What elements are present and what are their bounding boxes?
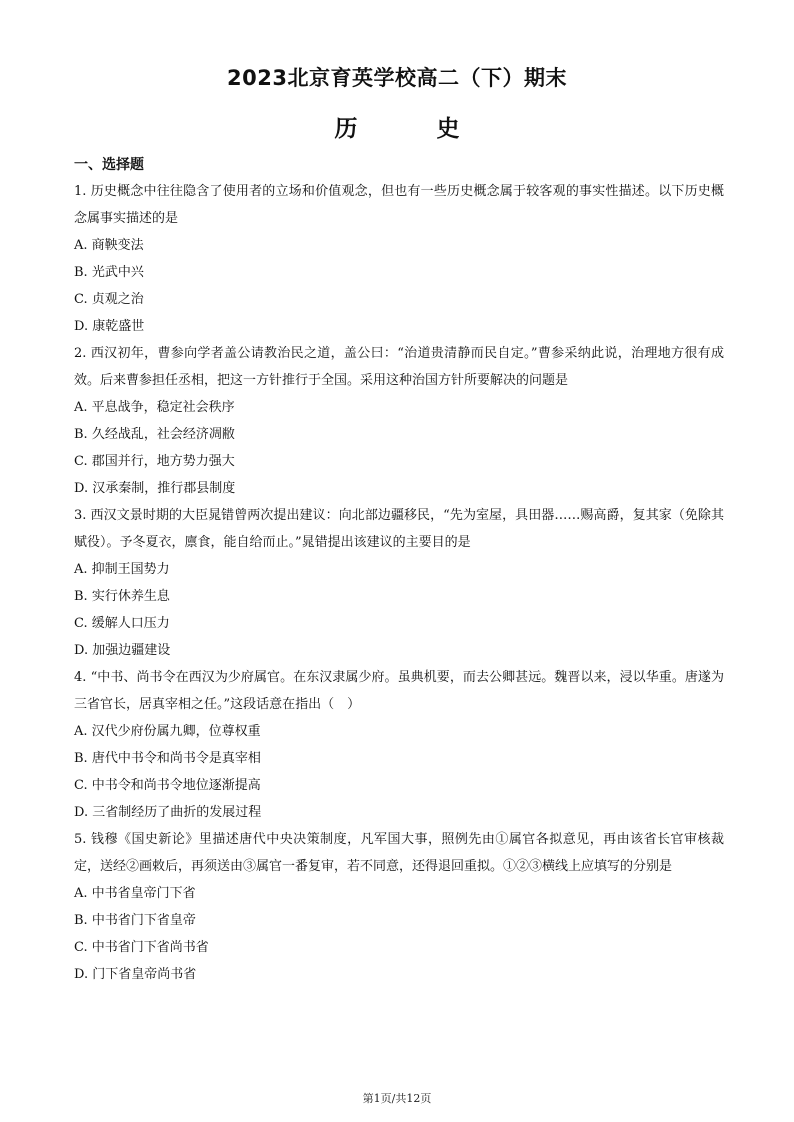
question-stem: 3. 西汉文景时期的大臣晁错曾两次提出建议：向北部边疆移民，“先为室屋，具田器……赐高爵，复其家（免除其赋役）。予冬夏衣，廪食，能自给而止。”晁错提出该建议的主要目的是	[74, 508, 724, 550]
option-b: B. 中书省门下省皇帝	[74, 913, 196, 928]
question-4	[74, 664, 724, 826]
exam-subject: 历 史	[334, 116, 488, 142]
option-d: D. 加强边疆建设	[74, 643, 171, 658]
question-stem: 1. 历史概念中往往隐含了使用者的立场和价值观念，但也有一些历史概念属于较客观的事实性描述。以下历史概念属事实描述的是	[74, 184, 724, 226]
option-c: C. 贞观之治	[74, 292, 144, 307]
question-2	[74, 340, 724, 502]
option-a: A. 平息战争，稳定社会秩序	[74, 400, 235, 415]
option-d: D. 门下省皇帝尚书省	[74, 967, 197, 982]
question-5	[74, 826, 724, 988]
question-stem: 2. 西汉初年，曹参向学者盖公请教治民之道，盖公曰：“治道贵清静而民自定。”曹参采纳此说，治理地方很有成效。后来曹参担任丞相，把这一方针推行于全国。采用这种治国方针所要解决的问题是	[74, 346, 724, 388]
section-heading: 一、选择题	[74, 157, 144, 173]
option-d: D. 汉承秦制，推行郡县制度	[74, 481, 236, 496]
option-b: B. 光武中兴	[74, 265, 144, 280]
option-d: D. 三省制经历了曲折的发展过程	[74, 805, 262, 820]
option-c: C. 缓解人口压力	[74, 616, 170, 631]
option-a: A. 抑制王国势力	[74, 562, 170, 577]
option-a: A. 汉代少府份属九卿，位尊权重	[74, 724, 261, 739]
option-a: A. 中书省皇帝门下省	[74, 886, 196, 901]
option-b: B. 久经战乱，社会经济凋敝	[74, 427, 235, 442]
question-3	[74, 502, 724, 664]
exam-content	[74, 152, 724, 988]
option-d: D. 康乾盛世	[74, 319, 145, 334]
option-b: B. 唐代中书令和尚书令是真宰相	[74, 751, 261, 766]
question-stem: 4. “中书、尚书令在西汉为少府属官。在东汉隶属少府。虽典机要，而去公卿甚远。魏晋以来，浸以华重。唐遂为三省官长，居真宰相之任。”这段话意在指出（ ）	[74, 670, 724, 712]
page-footer: 第1页/共12页	[362, 1092, 432, 1105]
question-1	[74, 178, 724, 340]
option-c: C. 中书令和尚书令地位逐渐提高	[74, 778, 261, 793]
option-a: A. 商鞅变法	[74, 238, 144, 253]
option-c: C. 郡国并行，地方势力强大	[74, 454, 235, 469]
exam-title: 2023北京育英学校高二（下）期末	[227, 66, 567, 90]
question-stem: 5. 钱穆《国史新论》里描述唐代中央决策制度，凡军国大事，照例先由①属官各拟意见，再由该省长官审核裁定，送经②画敕后，再须送由③属官一番复审，若不同意，还得退回重拟。①②③横线上应填写的分别是	[74, 832, 724, 874]
option-b: B. 实行休养生息	[74, 589, 170, 604]
option-c: C. 中书省门下省尚书省	[74, 940, 209, 955]
